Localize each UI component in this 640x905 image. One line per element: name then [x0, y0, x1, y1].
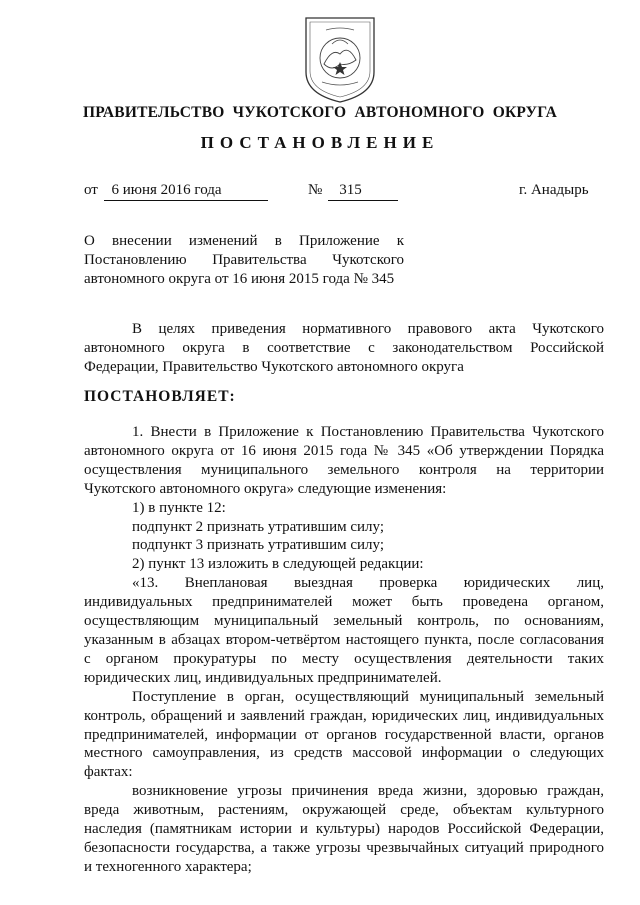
- coat-of-arms-icon: [302, 14, 378, 104]
- body-line: автономного округа от 16 июня 2015 года № 345 «Об утверждении Порядка: [84, 442, 604, 459]
- title-line: Постановлению Правительства Чукотского: [84, 251, 404, 268]
- body-line: 1. Внести в Приложение к Постановлению Правительства Чукотского: [132, 424, 604, 440]
- body-line: и техногенного характера;: [84, 858, 252, 875]
- number-label: №: [308, 182, 323, 198]
- body-line: фактах:: [84, 764, 133, 781]
- list-item: 1) в пункте 12:: [132, 499, 226, 516]
- document-date: 6 июня 2016 года: [111, 182, 222, 198]
- body-line: возникновение угрозы причинения вреда жизни, здоровью граждан,: [132, 783, 604, 800]
- body-line: местного самоуправления, из средств массовой информации о следующих: [84, 745, 604, 762]
- body-line: наследия (памятникам истории и культуры) народов Российской Федерации,: [84, 821, 604, 838]
- list-item: 2) пункт 13 изложить в следующей редакции:: [132, 556, 424, 573]
- preamble-line: Федерации, Правительство Чукотского автономного округа: [84, 358, 464, 375]
- body-line: вреда животным, растениям, окружающей среде, объектам культурного: [84, 802, 604, 819]
- body-line: с органом прокуратуры по месту осуществления деятельности таких: [84, 650, 604, 667]
- title-line: автономного округа от 16 июня 2015 года № 345: [84, 270, 395, 287]
- document-body: [84, 423, 604, 877]
- preamble-line: автономного округа в соответствие с законодательством Российской: [84, 339, 604, 356]
- body-line: указанным в абзацах втором-четвёртом настоящего пункта, после согласования: [84, 631, 604, 648]
- body-line: осуществляющим муниципальный земельный контроль, по основаниям,: [84, 613, 604, 630]
- body-line: осуществления муниципального земельного контроля на территории: [84, 461, 604, 478]
- body-line: контроль, обращений и заявлений граждан, юридических лиц, индивидуальных: [84, 707, 604, 724]
- document-number-field: [328, 182, 398, 201]
- organization-name: ПРАВИТЕЛЬСТВО ЧУКОТСКОГО АВТОНОМНОГО ОКРУГА: [82, 104, 558, 121]
- preamble: [84, 320, 604, 377]
- list-item: подпункт 3 признать утратившим силу;: [132, 537, 384, 554]
- document-place: г. Анадырь: [519, 182, 589, 198]
- date-label: от: [84, 182, 98, 198]
- body-line: предпринимателей, информации от органов государственной власти, органов: [84, 726, 604, 743]
- document-title: [84, 232, 404, 289]
- body-line: индивидуальных предпринимателей может быть проведена органом,: [84, 594, 604, 611]
- body-line: Чукотского автономного округа» следующие изменения:: [84, 480, 447, 497]
- body-line: Поступление в орган, осуществляющий муниципальный земельный: [132, 688, 604, 705]
- body-line: «13. Внеплановая выездная проверка юридических лиц,: [132, 575, 604, 592]
- document-type: ПОСТАНОВЛЕНИЕ: [200, 133, 440, 152]
- preamble-line: В целях приведения нормативного правового акта Чукотского: [132, 321, 604, 337]
- body-line: безопасности государства, а также угрозы чрезвычайных ситуаций природного: [84, 839, 604, 856]
- document-date-field: [104, 182, 268, 201]
- title-line: О внесении изменений в Приложение к: [84, 233, 404, 249]
- document-number: 315: [339, 182, 362, 198]
- resolves-heading: ПОСТАНОВЛЯЕТ:: [84, 388, 236, 405]
- list-item: подпункт 2 признать утратившим силу;: [132, 518, 384, 535]
- body-line: юридических лиц, индивидуальных предпринимателей.: [84, 669, 442, 686]
